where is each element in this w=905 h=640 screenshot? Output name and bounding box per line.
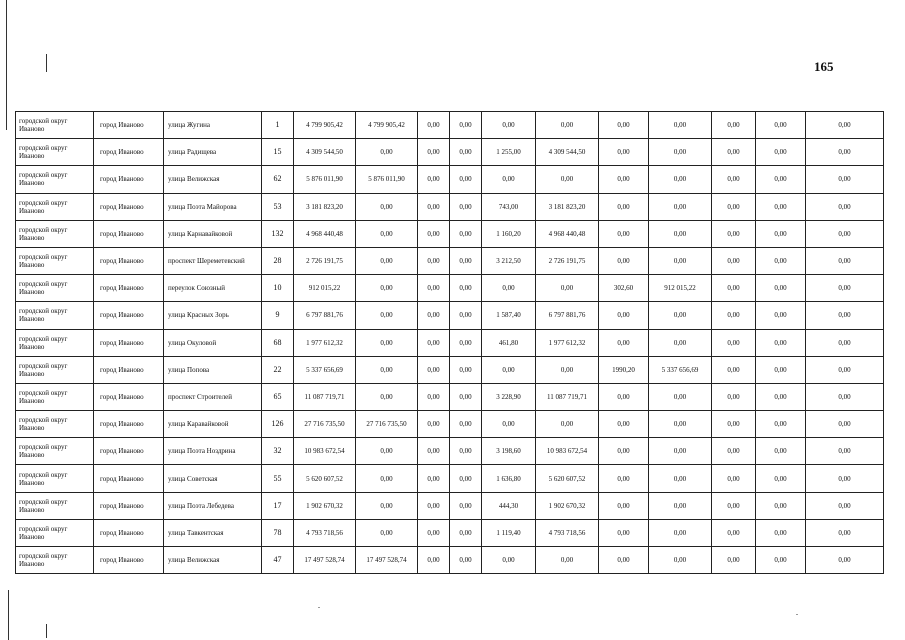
value-cell: 0,00 (536, 275, 599, 302)
house-number-cell: 53 (262, 193, 294, 220)
municipal-district-cell: городской округ Иваново (16, 139, 94, 166)
value-cell: 0,00 (712, 492, 756, 519)
house-number-cell: 32 (262, 438, 294, 465)
area-cell: 1 255,00 (482, 139, 536, 166)
street-cell: улица Тавкентская (164, 519, 262, 546)
value-cell: 0,00 (712, 411, 756, 438)
area-cell: 0,00 (482, 356, 536, 383)
value-cell: 0,00 (450, 356, 482, 383)
area-cell: 0,00 (599, 302, 649, 329)
value-cell: 0,00 (756, 329, 806, 356)
value-cell: 0,00 (356, 519, 418, 546)
municipal-district-cell: городской округ Иваново (16, 247, 94, 274)
area-cell: 302,60 (599, 275, 649, 302)
value-cell: 0,00 (756, 438, 806, 465)
area-cell: 0,00 (599, 193, 649, 220)
street-cell: улица Велижская (164, 547, 262, 574)
value-cell: 0,00 (649, 193, 712, 220)
value-cell: 0,00 (712, 275, 756, 302)
settlement-cell: город Иваново (94, 519, 164, 546)
value-cell: 0,00 (418, 465, 450, 492)
settlement-cell: город Иваново (94, 166, 164, 193)
area-cell: 3 198,60 (482, 438, 536, 465)
value-cell: 0,00 (418, 329, 450, 356)
scan-margin-mark (8, 590, 9, 640)
area-cell: 1 587,40 (482, 302, 536, 329)
area-cell: 1990,20 (599, 356, 649, 383)
value-cell: 1 977 612,32 (536, 329, 599, 356)
value-cell: 0,00 (450, 275, 482, 302)
total-cost-cell: 10 983 672,54 (294, 438, 356, 465)
scan-margin-mark (46, 54, 47, 72)
table-row (16, 112, 884, 139)
value-cell: 0,00 (649, 492, 712, 519)
value-cell: 0,00 (418, 411, 450, 438)
value-cell: 0,00 (712, 356, 756, 383)
value-cell: 912 015,22 (649, 275, 712, 302)
area-cell: 0,00 (482, 166, 536, 193)
area-cell: 0,00 (599, 465, 649, 492)
municipal-district-cell: городской округ Иваново (16, 519, 94, 546)
total-cost-cell: 4 793 718,56 (294, 519, 356, 546)
settlement-cell: город Иваново (94, 329, 164, 356)
table-row (16, 329, 884, 356)
area-cell: 461,80 (482, 329, 536, 356)
value-cell: 0,00 (756, 383, 806, 410)
value-cell: 0,00 (450, 438, 482, 465)
total-cost-cell: 17 497 528,74 (294, 547, 356, 574)
value-cell: 0,00 (418, 139, 450, 166)
total-cost-cell: 5 337 656,69 (294, 356, 356, 383)
value-cell: 0,00 (356, 193, 418, 220)
area-cell: 444,30 (482, 492, 536, 519)
settlement-cell: город Иваново (94, 220, 164, 247)
area-cell: 0,00 (599, 519, 649, 546)
table-row (16, 411, 884, 438)
table-row (16, 383, 884, 410)
value-cell: 4 968 440,48 (536, 220, 599, 247)
house-number-cell: 47 (262, 547, 294, 574)
house-number-cell: 65 (262, 383, 294, 410)
registry-table (15, 111, 884, 574)
street-cell: улица Радищева (164, 139, 262, 166)
value-cell: 0,00 (712, 302, 756, 329)
value-cell: 4 793 718,56 (536, 519, 599, 546)
value-cell: 0,00 (418, 383, 450, 410)
value-cell: 0,00 (450, 302, 482, 329)
area-cell: 0,00 (599, 247, 649, 274)
value-cell: 0,00 (806, 492, 884, 519)
value-cell: 0,00 (756, 356, 806, 383)
value-cell: 0,00 (450, 411, 482, 438)
total-cost-cell: 5 876 011,90 (294, 166, 356, 193)
municipal-district-cell: городской округ Иваново (16, 465, 94, 492)
settlement-cell: город Иваново (94, 356, 164, 383)
municipal-district-cell: городской округ Иваново (16, 438, 94, 465)
value-cell: 0,00 (806, 383, 884, 410)
house-number-cell: 1 (262, 112, 294, 139)
street-cell: проспект Строителей (164, 383, 262, 410)
value-cell: 5 337 656,69 (649, 356, 712, 383)
table-row (16, 356, 884, 383)
scan-dust (796, 614, 798, 615)
total-cost-cell: 11 087 719,71 (294, 383, 356, 410)
table-row (16, 220, 884, 247)
value-cell: 0,00 (806, 166, 884, 193)
value-cell: 0,00 (806, 519, 884, 546)
area-cell: 0,00 (482, 411, 536, 438)
street-cell: улица Поэта Ноздрина (164, 438, 262, 465)
value-cell: 0,00 (450, 247, 482, 274)
value-cell: 17 497 528,74 (356, 547, 418, 574)
house-number-cell: 126 (262, 411, 294, 438)
value-cell: 0,00 (356, 492, 418, 519)
value-cell: 0,00 (756, 166, 806, 193)
value-cell: 0,00 (649, 465, 712, 492)
value-cell: 0,00 (806, 329, 884, 356)
value-cell: 0,00 (712, 438, 756, 465)
value-cell: 0,00 (712, 247, 756, 274)
value-cell: 0,00 (756, 247, 806, 274)
value-cell: 0,00 (450, 329, 482, 356)
area-cell: 0,00 (599, 112, 649, 139)
value-cell: 0,00 (418, 356, 450, 383)
table-row (16, 438, 884, 465)
value-cell: 0,00 (806, 112, 884, 139)
municipal-district-cell: городской округ Иваново (16, 547, 94, 574)
value-cell: 0,00 (356, 465, 418, 492)
value-cell: 4 309 544,50 (536, 139, 599, 166)
total-cost-cell: 4 799 905,42 (294, 112, 356, 139)
area-cell: 0,00 (482, 275, 536, 302)
area-cell: 3 228,90 (482, 383, 536, 410)
value-cell: 0,00 (756, 220, 806, 247)
value-cell: 0,00 (756, 302, 806, 329)
value-cell: 0,00 (649, 302, 712, 329)
municipal-district-cell: городской округ Иваново (16, 166, 94, 193)
area-cell: 0,00 (482, 112, 536, 139)
street-cell: улица Окуловой (164, 329, 262, 356)
value-cell: 0,00 (806, 247, 884, 274)
value-cell: 0,00 (756, 465, 806, 492)
municipal-district-cell: городской округ Иваново (16, 492, 94, 519)
value-cell: 3 181 823,20 (536, 193, 599, 220)
value-cell: 0,00 (756, 112, 806, 139)
table-row (16, 139, 884, 166)
value-cell: 0,00 (756, 193, 806, 220)
area-cell: 0,00 (599, 547, 649, 574)
value-cell: 2 726 191,75 (536, 247, 599, 274)
value-cell: 0,00 (806, 547, 884, 574)
area-cell: 0,00 (482, 547, 536, 574)
area-cell: 0,00 (599, 139, 649, 166)
value-cell: 0,00 (649, 411, 712, 438)
value-cell: 0,00 (756, 492, 806, 519)
table-row (16, 275, 884, 302)
value-cell: 0,00 (649, 519, 712, 546)
house-number-cell: 62 (262, 166, 294, 193)
table-row (16, 547, 884, 574)
area-cell: 0,00 (599, 438, 649, 465)
value-cell: 0,00 (356, 356, 418, 383)
value-cell: 0,00 (712, 383, 756, 410)
value-cell: 0,00 (536, 112, 599, 139)
municipal-district-cell: городской округ Иваново (16, 193, 94, 220)
value-cell: 0,00 (418, 193, 450, 220)
scan-margin-mark (6, 0, 7, 130)
value-cell: 0,00 (649, 220, 712, 247)
table-row (16, 302, 884, 329)
page-number: 165 (814, 59, 834, 74)
value-cell: 0,00 (806, 465, 884, 492)
total-cost-cell: 4 968 440,48 (294, 220, 356, 247)
scan-margin-mark (46, 624, 47, 638)
value-cell: 0,00 (806, 139, 884, 166)
value-cell: 0,00 (649, 166, 712, 193)
value-cell: 0,00 (418, 166, 450, 193)
value-cell: 0,00 (712, 519, 756, 546)
area-cell: 0,00 (599, 220, 649, 247)
settlement-cell: город Иваново (94, 465, 164, 492)
value-cell: 0,00 (806, 220, 884, 247)
house-number-cell: 28 (262, 247, 294, 274)
settlement-cell: город Иваново (94, 547, 164, 574)
table-row (16, 193, 884, 220)
value-cell: 0,00 (806, 411, 884, 438)
settlement-cell: город Иваново (94, 139, 164, 166)
value-cell: 1 902 670,32 (536, 492, 599, 519)
value-cell: 5 876 011,90 (356, 166, 418, 193)
table-row (16, 166, 884, 193)
value-cell: 0,00 (712, 112, 756, 139)
house-number-cell: 55 (262, 465, 294, 492)
street-cell: улица Каравайковой (164, 411, 262, 438)
value-cell: 0,00 (418, 302, 450, 329)
total-cost-cell: 2 726 191,75 (294, 247, 356, 274)
value-cell: 0,00 (536, 166, 599, 193)
area-cell: 1 636,80 (482, 465, 536, 492)
value-cell: 0,00 (450, 112, 482, 139)
settlement-cell: город Иваново (94, 247, 164, 274)
house-number-cell: 22 (262, 356, 294, 383)
settlement-cell: город Иваново (94, 411, 164, 438)
value-cell: 0,00 (756, 519, 806, 546)
total-cost-cell: 4 309 544,50 (294, 139, 356, 166)
value-cell: 0,00 (806, 302, 884, 329)
settlement-cell: город Иваново (94, 275, 164, 302)
municipal-district-cell: городской округ Иваново (16, 356, 94, 383)
total-cost-cell: 912 015,22 (294, 275, 356, 302)
value-cell: 5 620 607,52 (536, 465, 599, 492)
value-cell: 0,00 (450, 166, 482, 193)
house-number-cell: 9 (262, 302, 294, 329)
value-cell: 0,00 (418, 547, 450, 574)
value-cell: 0,00 (418, 492, 450, 519)
table-row (16, 519, 884, 546)
settlement-cell: город Иваново (94, 193, 164, 220)
house-number-cell: 15 (262, 139, 294, 166)
value-cell: 0,00 (649, 139, 712, 166)
area-cell: 1 119,40 (482, 519, 536, 546)
street-cell: улица Красных Зорь (164, 302, 262, 329)
value-cell: 0,00 (356, 302, 418, 329)
value-cell: 0,00 (356, 275, 418, 302)
total-cost-cell: 5 620 607,52 (294, 465, 356, 492)
settlement-cell: город Иваново (94, 383, 164, 410)
municipal-district-cell: городской округ Иваново (16, 112, 94, 139)
street-cell: улица Жугина (164, 112, 262, 139)
value-cell: 0,00 (649, 438, 712, 465)
street-cell: улица Велижская (164, 166, 262, 193)
value-cell: 10 983 672,54 (536, 438, 599, 465)
municipal-district-cell: городской округ Иваново (16, 302, 94, 329)
settlement-cell: город Иваново (94, 302, 164, 329)
value-cell: 0,00 (756, 139, 806, 166)
value-cell: 0,00 (806, 193, 884, 220)
municipal-district-cell: городской округ Иваново (16, 329, 94, 356)
value-cell: 0,00 (806, 356, 884, 383)
value-cell: 0,00 (450, 220, 482, 247)
area-cell: 743,00 (482, 193, 536, 220)
value-cell: 11 087 719,71 (536, 383, 599, 410)
area-cell: 1 160,20 (482, 220, 536, 247)
value-cell: 0,00 (536, 547, 599, 574)
value-cell: 0,00 (450, 547, 482, 574)
value-cell: 0,00 (450, 383, 482, 410)
value-cell: 0,00 (356, 438, 418, 465)
value-cell: 0,00 (450, 193, 482, 220)
settlement-cell: город Иваново (94, 112, 164, 139)
area-cell: 0,00 (599, 166, 649, 193)
street-cell: улица Карнавайковой (164, 220, 262, 247)
total-cost-cell: 27 716 735,50 (294, 411, 356, 438)
value-cell: 0,00 (356, 383, 418, 410)
value-cell: 0,00 (450, 492, 482, 519)
value-cell: 0,00 (756, 547, 806, 574)
value-cell: 0,00 (712, 166, 756, 193)
value-cell: 0,00 (712, 220, 756, 247)
value-cell: 0,00 (806, 438, 884, 465)
area-cell: 0,00 (599, 411, 649, 438)
area-cell: 0,00 (599, 383, 649, 410)
value-cell: 0,00 (756, 411, 806, 438)
value-cell: 0,00 (356, 139, 418, 166)
total-cost-cell: 3 181 823,20 (294, 193, 356, 220)
total-cost-cell: 6 797 881,76 (294, 302, 356, 329)
total-cost-cell: 1 902 670,32 (294, 492, 356, 519)
municipal-district-cell: городской округ Иваново (16, 411, 94, 438)
value-cell: 0,00 (712, 547, 756, 574)
street-cell: улица Попова (164, 356, 262, 383)
value-cell: 0,00 (649, 247, 712, 274)
value-cell: 0,00 (356, 247, 418, 274)
value-cell: 0,00 (649, 383, 712, 410)
value-cell: 0,00 (712, 465, 756, 492)
value-cell: 0,00 (712, 329, 756, 356)
value-cell: 0,00 (756, 275, 806, 302)
house-number-cell: 17 (262, 492, 294, 519)
settlement-cell: город Иваново (94, 438, 164, 465)
area-cell: 0,00 (599, 329, 649, 356)
value-cell: 0,00 (649, 329, 712, 356)
value-cell: 0,00 (536, 411, 599, 438)
table-row (16, 492, 884, 519)
street-cell: улица Советская (164, 465, 262, 492)
value-cell: 6 797 881,76 (536, 302, 599, 329)
value-cell: 0,00 (418, 247, 450, 274)
area-cell: 0,00 (599, 492, 649, 519)
value-cell: 0,00 (450, 465, 482, 492)
house-number-cell: 132 (262, 220, 294, 247)
value-cell: 4 799 905,42 (356, 112, 418, 139)
value-cell: 0,00 (356, 329, 418, 356)
value-cell: 0,00 (450, 519, 482, 546)
value-cell: 0,00 (712, 193, 756, 220)
settlement-cell: город Иваново (94, 492, 164, 519)
value-cell: 0,00 (649, 112, 712, 139)
street-cell: улица Поэта Лебедева (164, 492, 262, 519)
value-cell: 0,00 (418, 519, 450, 546)
street-cell: улица Поэта Майорова (164, 193, 262, 220)
value-cell: 0,00 (418, 220, 450, 247)
value-cell: 0,00 (418, 438, 450, 465)
value-cell: 0,00 (649, 547, 712, 574)
municipal-district-cell: городской округ Иваново (16, 220, 94, 247)
scan-dust (318, 607, 320, 608)
value-cell: 27 716 735,50 (356, 411, 418, 438)
value-cell: 0,00 (806, 275, 884, 302)
value-cell: 0,00 (450, 139, 482, 166)
value-cell: 0,00 (712, 139, 756, 166)
area-cell: 3 212,50 (482, 247, 536, 274)
table-row (16, 465, 884, 492)
table-row (16, 247, 884, 274)
house-number-cell: 78 (262, 519, 294, 546)
street-cell: переулок Союзный (164, 275, 262, 302)
value-cell: 0,00 (418, 112, 450, 139)
value-cell: 0,00 (536, 356, 599, 383)
municipal-district-cell: городской округ Иваново (16, 275, 94, 302)
street-cell: проспект Шереметевский (164, 247, 262, 274)
municipal-district-cell: городской округ Иваново (16, 383, 94, 410)
total-cost-cell: 1 977 612,32 (294, 329, 356, 356)
value-cell: 0,00 (356, 220, 418, 247)
value-cell: 0,00 (418, 275, 450, 302)
house-number-cell: 68 (262, 329, 294, 356)
house-number-cell: 10 (262, 275, 294, 302)
